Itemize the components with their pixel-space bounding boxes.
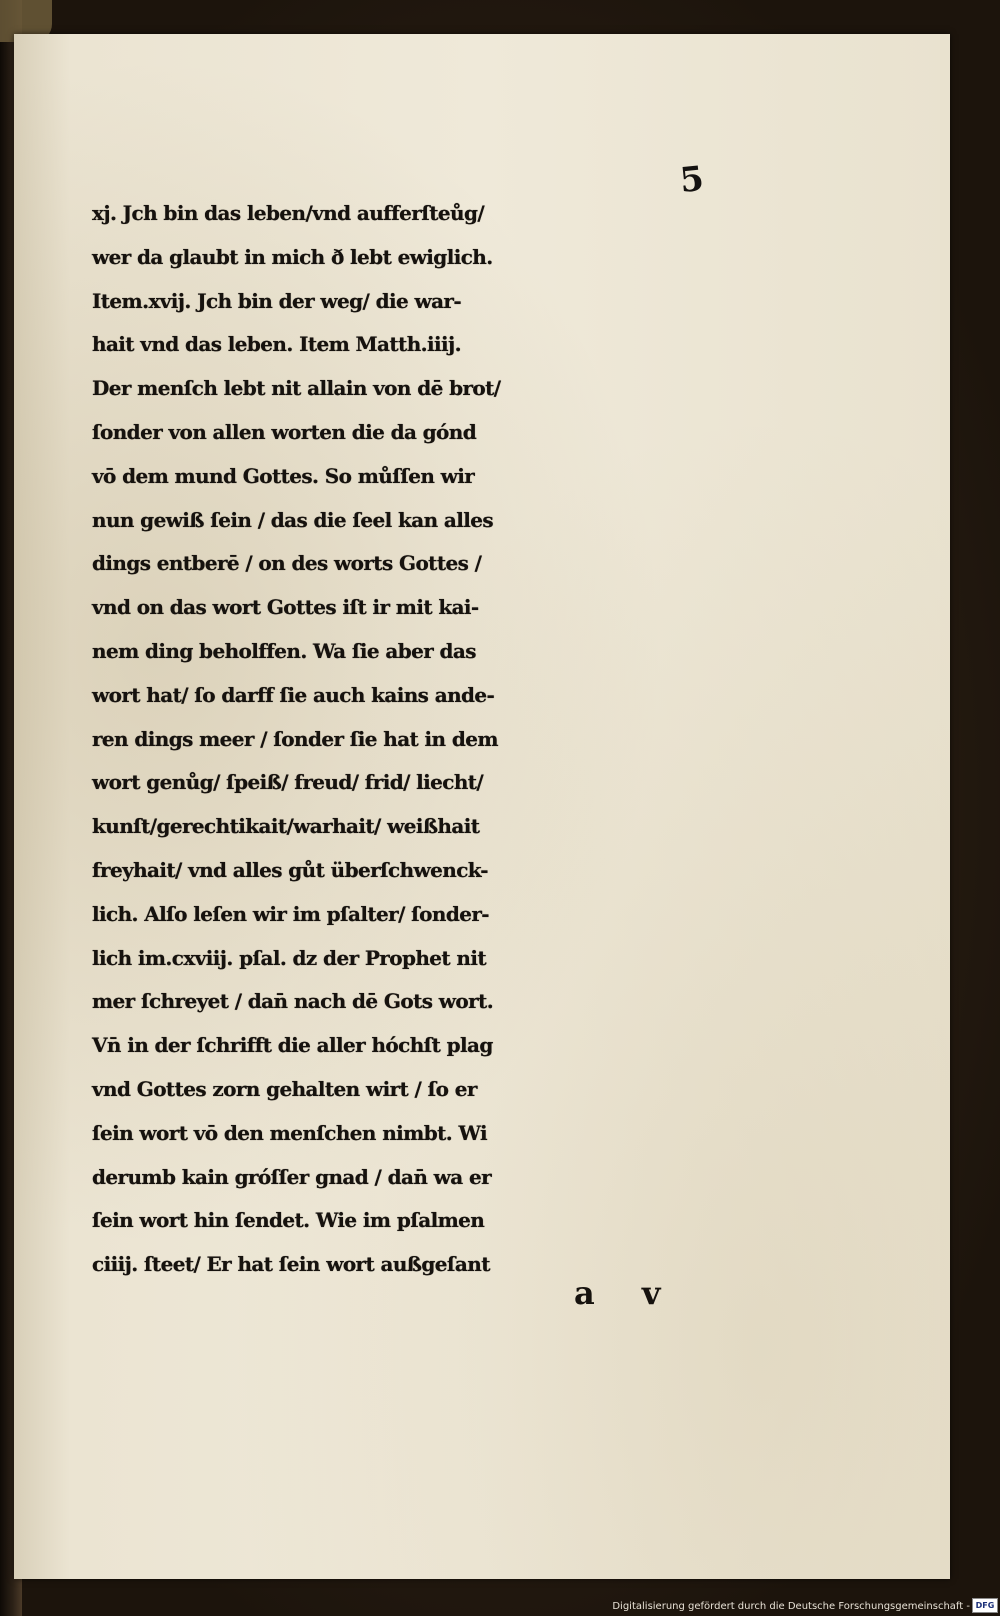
text-block (92, 192, 752, 1287)
footer-credit: Digitalisierung gefördert durch die Deutsche Forschungsgemeinschaft - (612, 1601, 970, 1612)
text-line: ſein wort vō den menſchen nimbt. Wi (92, 1120, 487, 1145)
text-line: kunſt/gerechtikait/warhait/ weißhait (92, 814, 480, 839)
text-line: lich. Alſo leſen wir im pſalter/ ſonder- (92, 901, 489, 926)
text-line: ſein wort hin ſendet. Wie im pſalmen (92, 1208, 485, 1233)
text-line: Item.xvij. Jch bin der weg/ die war- (92, 288, 462, 313)
signature-mark: a v (574, 1274, 679, 1312)
text-line: derumb kain gróſſer gnad / dan̄ wa er (92, 1164, 492, 1189)
text-line: ſonder von allen worten die da gónd (92, 419, 477, 444)
text-line: nun gewiß ſein / das die ſeel kan alles (92, 507, 494, 532)
text-line: Vn̄ in der ſchrifft die aller hóchſt plag (92, 1033, 493, 1058)
text-line: vnd Gottes zorn gehalten wirt / ſo er (92, 1076, 477, 1101)
text-line: dings entberē / on des worts Gottes / (92, 551, 482, 576)
text-line: ren dings meer / ſonder ſie hat in dem (92, 726, 498, 751)
text-line: vnd on das wort Gottes iſt ir mit kai- (92, 595, 479, 620)
text-line: wort hat/ ſo darff ſie auch kains ande- (92, 682, 495, 707)
text-line: hait vnd das leben. Item Matth.iiij. (92, 332, 461, 357)
text-line: nem ding beholffen. Wa ſie aber das (92, 638, 476, 663)
page-number: 5 (677, 158, 706, 202)
book-page (14, 34, 950, 1579)
text-line: ciiij. ſteet/ Er hat ſein wort außgeſant (92, 1252, 490, 1277)
text-line: wort genůg/ ſpeiß/ freud/ frid/ liecht/ (92, 770, 484, 795)
text-line: xj. Jch bin das leben/vnd aufferſteůg/ (92, 201, 485, 225)
text-line: freyhait/ vnd alles gůt überſchwenck- (92, 857, 488, 882)
text-line: Der menſch lebt nit allain von dē brot/ (92, 376, 501, 401)
text-line: mer ſchreyet / dan̄ nach dē Gots wort. (92, 989, 494, 1014)
text-line: vō dem mund Gottes. So můſſen wir (92, 463, 475, 488)
text-line: lich im.cxviij. pſal. dz der Prophet nit (92, 945, 487, 970)
text-line: wer da glaubt in mich ð lebt ewiglich. (92, 244, 493, 269)
dfg-logo: DFG (972, 1598, 998, 1613)
